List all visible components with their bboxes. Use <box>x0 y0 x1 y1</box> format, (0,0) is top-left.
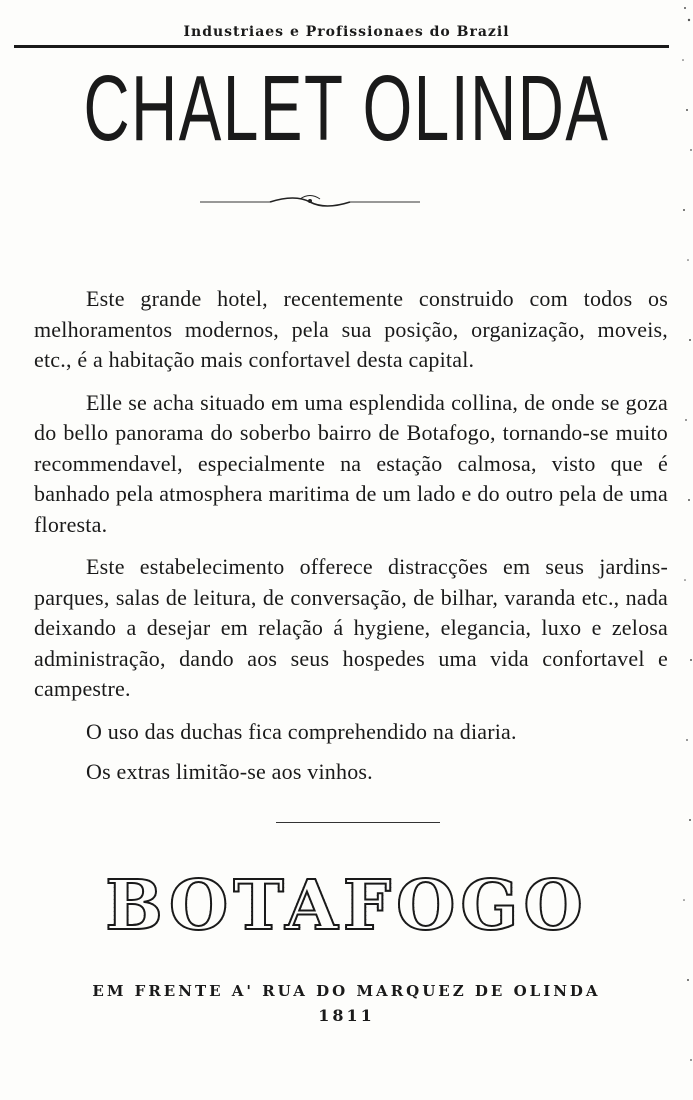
running-head: Industriaes e Profissionaes do Brazil <box>183 24 510 40</box>
paragraph-extras: Os extras limitão-se aos vinhos. <box>86 759 373 784</box>
place-name: BOTAFOGO <box>0 872 693 940</box>
ornament-divider-icon <box>200 190 420 212</box>
paragraph-hotel-description: Este grande hotel, recentemente construido com todos os melhoramentos modernos, pela sua posição, organização, moveis, etc., é a habitação mais confortavel desta capital. <box>34 286 668 372</box>
paragraph-location: Elle se acha situado em uma esplendida collina, de onde se goza do bello panorama do soberbo bairro de Botafogo, tornando-se muito recommendavel, especialmente na estação calmosa, visto que é banhado pela atmosphera maritima de um lado e do outro pela de uma floresta. <box>34 389 668 537</box>
street-number: 1811 <box>318 1006 375 1025</box>
page-edge-speckle <box>665 0 693 1100</box>
section-rule <box>276 822 440 823</box>
address-line: EM FRENTE A' RUA DO MARQUEZ DE OLINDA <box>92 982 601 1000</box>
hotel-title: CHALET OLINDA <box>83 56 610 160</box>
header-rule <box>14 45 669 48</box>
paragraph-showers: O uso das duchas fica comprehendido na diaria. <box>86 718 517 744</box>
paragraph-amenities: Este estabelecimento offerece distracções em seus jardins-parques, salas de leitura, de conversação, de bilhar, varanda etc., nada deixando a desejar em relação á hygiene, elegancia, luxo e zelosa administração, dando aos seus hospedes uma vida confortavel e campestre. <box>34 554 668 701</box>
body-text <box>34 284 668 798</box>
